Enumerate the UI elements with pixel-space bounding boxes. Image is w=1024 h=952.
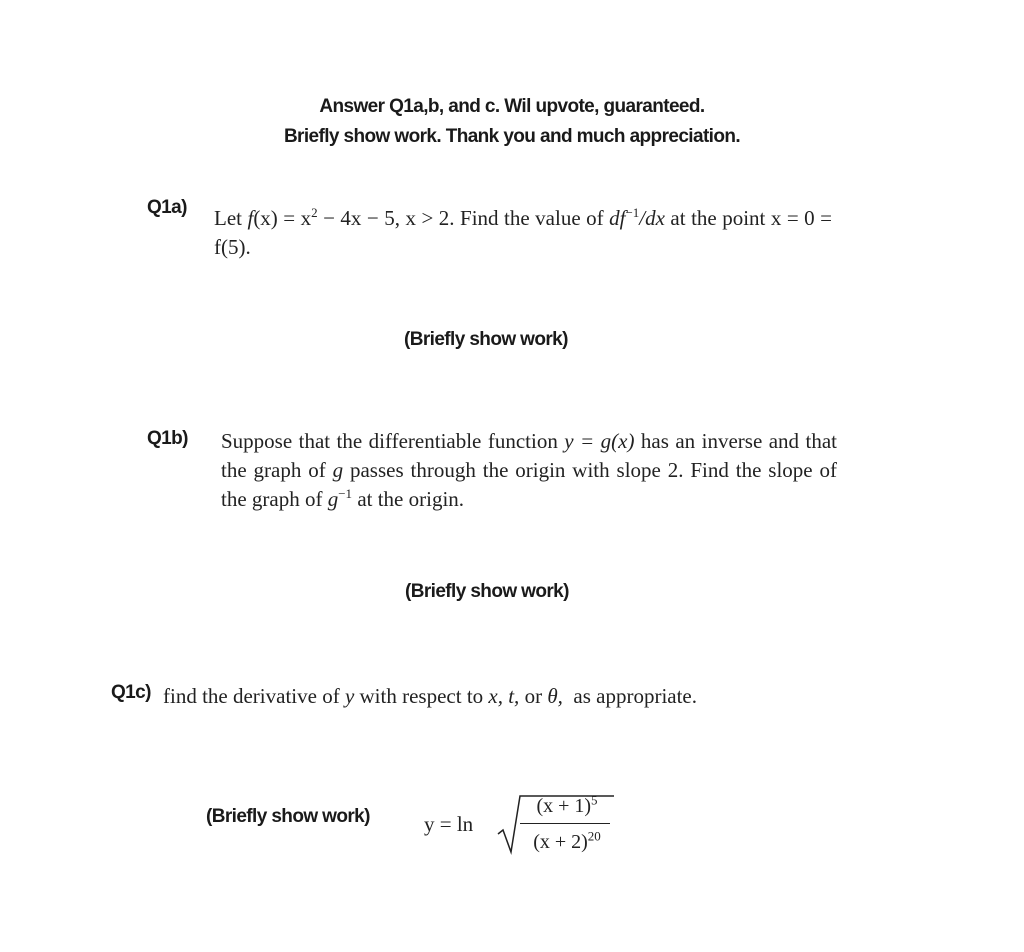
fraction-denominator bbox=[522, 830, 612, 854]
q1a-deriv-df: df bbox=[609, 206, 626, 230]
numerator-exp: 5 bbox=[591, 792, 598, 808]
q1c-vars: x, t, bbox=[488, 684, 520, 708]
q1b-label: Q1b) bbox=[147, 428, 188, 449]
header-line-1: Answer Q1a,b, and c. Wil upvote, guaranteed. bbox=[319, 96, 705, 117]
q1a-rest: − 4x − 5, x > 2. Find the value of bbox=[317, 206, 610, 230]
q1a-deriv-dx: /dx bbox=[639, 206, 665, 230]
q1c-label: Q1c) bbox=[111, 682, 151, 703]
fraction-numerator bbox=[522, 794, 612, 818]
fraction-bar bbox=[520, 823, 610, 824]
square-root bbox=[496, 790, 616, 856]
header-line-2: Briefly show work. Thank you and much appreciation. bbox=[283, 126, 741, 147]
q1a-show-work: (Briefly show work) bbox=[404, 329, 568, 350]
q1c-equation bbox=[424, 790, 624, 860]
q1b-g: g bbox=[332, 458, 344, 482]
q1a-exp2: 2 bbox=[311, 205, 318, 220]
denominator-base: (x + 2) bbox=[533, 831, 588, 853]
q1b-text4: at the origin. bbox=[352, 487, 465, 511]
q1a-text-start: Let bbox=[214, 206, 248, 230]
q1b-text2: has an inverse and that the graph of bbox=[221, 429, 837, 482]
q1a-text bbox=[214, 204, 832, 262]
q1b-text3: passes through the origin with slope 2. Find the slope of the graph of bbox=[221, 458, 837, 511]
q1a-def: (x) = x bbox=[253, 206, 312, 230]
page-header bbox=[0, 92, 1024, 152]
q1c-text3: or bbox=[519, 684, 548, 708]
q1a-fx: f bbox=[247, 206, 254, 230]
q1b-func: y = g(x) bbox=[564, 429, 635, 453]
equation-lhs: y = ln bbox=[424, 812, 474, 836]
q1c-text bbox=[163, 682, 697, 711]
denominator-exp: 20 bbox=[587, 828, 601, 844]
q1c-text1: find the derivative of bbox=[163, 684, 345, 708]
q1b-ginv-exp: −1 bbox=[338, 486, 353, 501]
q1c-show-work: (Briefly show work) bbox=[206, 806, 370, 827]
q1a-label: Q1a) bbox=[147, 197, 187, 218]
q1a-at: at the point bbox=[664, 206, 771, 230]
q1c-y: y bbox=[344, 684, 355, 708]
q1c-theta: θ, bbox=[547, 684, 563, 708]
q1b-show-work: (Briefly show work) bbox=[405, 581, 569, 602]
q1c-text4: as appropriate. bbox=[562, 684, 698, 708]
q1b-text bbox=[221, 427, 837, 514]
q1b-text1: Suppose that the differentiable function bbox=[221, 429, 565, 453]
q1b-ginv: g bbox=[327, 487, 339, 511]
numerator-base: (x + 1) bbox=[536, 795, 592, 817]
q1a-point: x = 0 = f(5). bbox=[214, 206, 833, 259]
q1a-deriv-exp: −1 bbox=[625, 205, 640, 220]
q1c-text2: with respect to bbox=[354, 684, 489, 708]
